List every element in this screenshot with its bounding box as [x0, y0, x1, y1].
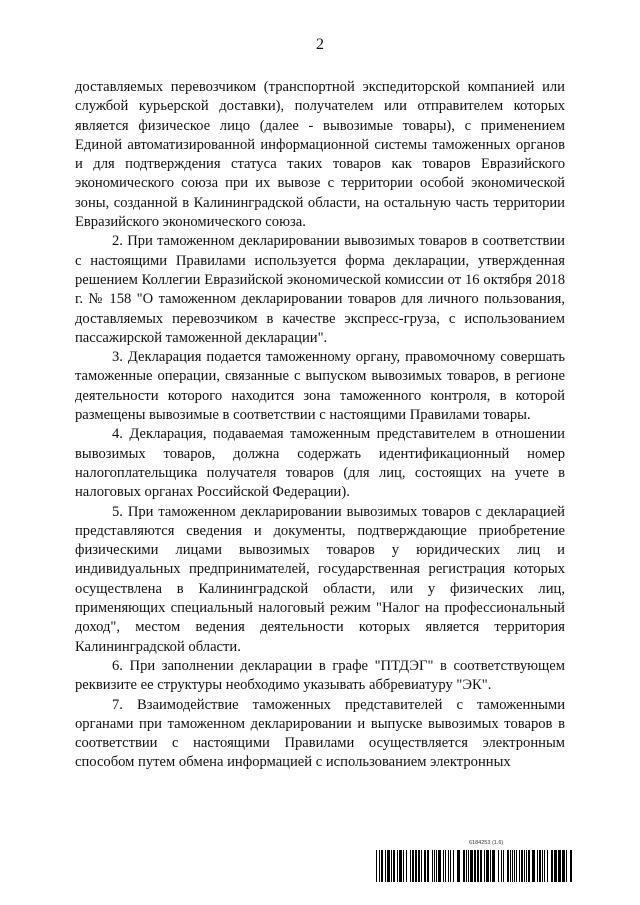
- barcode-image: [376, 850, 572, 882]
- barcode-block: [376, 840, 572, 890]
- paragraph-item-2: 2. При таможенном декларировании вывозимых товаров в соответствии с настоящими Правилами используется форма декларации, утвержденная решением Коллегии Евразийской экономической комиссии от 16 октября 2018 г. № 158 "О таможенном декларировании товаров для личного пользования, доставляемых перевозчиком в качестве экспресс-груза, с использованием пассажирской таможенной декларации".: [75, 233, 565, 346]
- paragraph-item-6: 6. При заполнении декларации в графе "ПТДЭГ" в соответствующем реквизите ее структуры необходимо указывать аббревиатуру "ЭК".: [75, 657, 565, 694]
- page-number: 2: [316, 36, 324, 53]
- document-body: [75, 78, 565, 773]
- paragraph-continuation: доставляемых перевозчиком (транспортной экспедиторской компанией или службой курьерской доставки), получателем или отправителем которых является физическое лицо (далее - вывозимые товары), с применением Единой автоматизированной информационной системы таможенных органов и для подтверждения статуса таких товаров как товаров Евразийского экономического союза при их вывозе с территории особой экономической зоны, созданной в Калининградской области, на остальную часть территории Евразийского экономического союза.: [75, 79, 565, 231]
- barcode-caption: 6184253 (1.6): [469, 840, 504, 846]
- paragraph-item-7: 7. Взаимодействие таможенных представителей с таможенными органами при таможенном декларировании и выпуске вывозимых товаров в соответствии с настоящими Правилами осуществляется электронным способом путем обмена информацией с использованием электронных: [75, 696, 565, 771]
- paragraph-item-3: 3. Декларация подается таможенному органу, правомочному совершать таможенные операции, связанные с выпуском вывозимых товаров, в регионе деятельности которого находится зона таможенного контроля, в которой размещены вывозимые в соответствии с настоящими Правилами товары.: [75, 349, 565, 424]
- paragraph-item-4: 4. Декларация, подаваемая таможенным представителем в отношении вывозимых товаров, должна содержать идентификационный номер налогоплательщика получателя товаров (для лиц, состоящих на учете в налоговых органах Российской Федерации).: [75, 426, 565, 501]
- paragraph-item-5: 5. При таможенном декларировании вывозимых товаров с декларацией представляются сведения и документы, подтверждающие приобретение физическими лицами вывозимых товаров у юридических лиц и индивидуальных предпринимателей, государственная регистрация которых осуществлена в Калининградской области, или у физических лиц, применяющих специальный налоговый режим "Налог на профессиональный доход", местом ведения деятельности которых является территория Калининградской области.: [75, 503, 565, 655]
